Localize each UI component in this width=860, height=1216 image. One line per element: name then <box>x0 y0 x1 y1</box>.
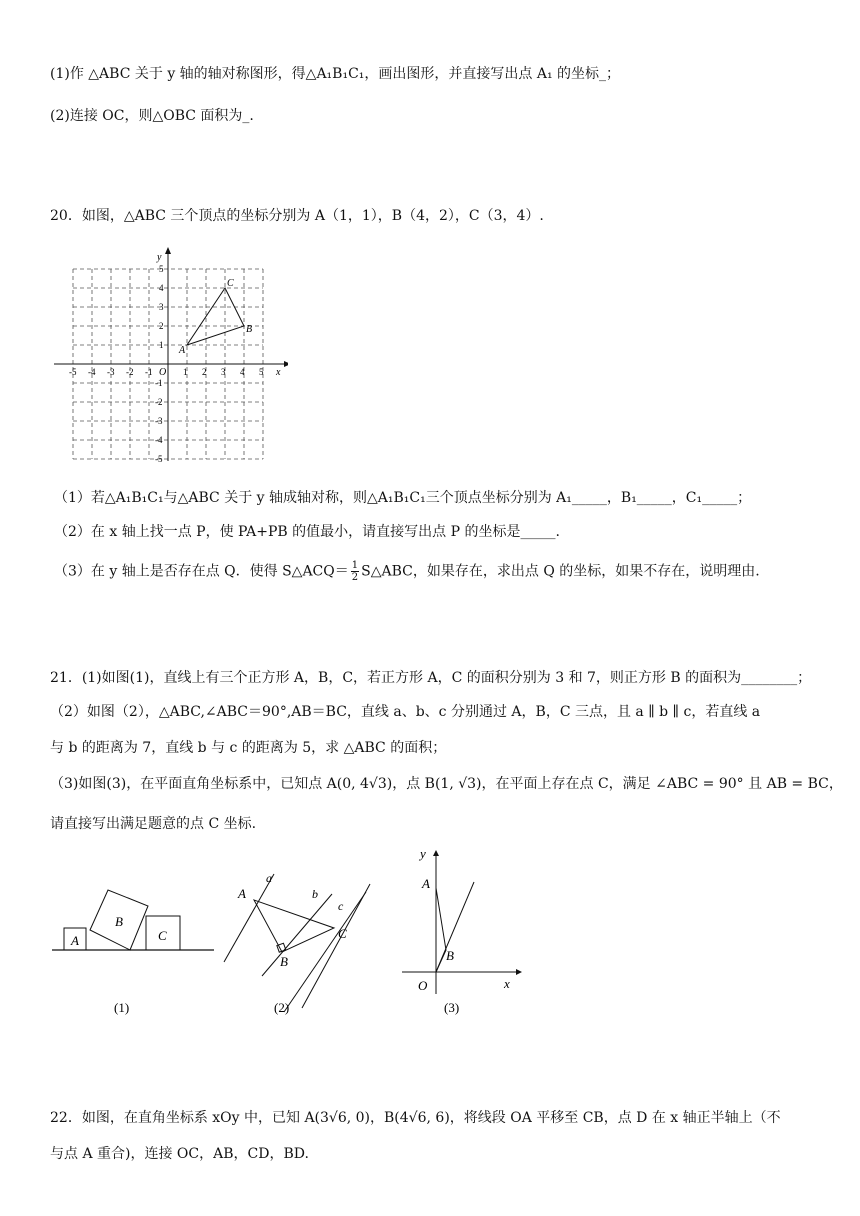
q21-line3: 与 b 的距离为 7，直线 b 与 c 的距离为 5，求 △ABC 的面积； <box>50 740 447 756</box>
y-tick-label: -2 <box>155 397 163 407</box>
q19-part1: (1)作 △ABC 关于 y 轴的轴对称图形，得△A₁B₁C₁，画出图形，并直接写出点 A₁ 的坐标_； <box>50 66 621 82</box>
label-a3: A <box>422 876 430 891</box>
q21-line4: （3)如图(3)，在平面直角坐标系中，已知点 A(0, 4√3)，点 B(1, √3)，在平面上存在点 C，满足 ∠ABC = 90° 且 AB = BC， <box>50 776 843 792</box>
x-arrow <box>516 969 522 975</box>
x-tick-label: -3 <box>107 367 115 377</box>
line-a <box>224 874 274 962</box>
label-b: B <box>115 914 123 929</box>
caption-1: (1) <box>114 1000 130 1015</box>
q20-part3-text-b: S△ABC，如果存在，求出点 Q 的坐标，如果不存在，说明理由. <box>361 563 760 580</box>
y-tick-label: -3 <box>155 416 163 426</box>
q21-figure-3 <box>392 848 532 1028</box>
x-axis-arrow <box>284 361 288 367</box>
x-tick-label: 4 <box>240 367 245 377</box>
caption-2: (2) <box>274 1000 290 1015</box>
q20-coordinate-grid-figure <box>48 236 288 476</box>
y-tick-label: 5 <box>159 264 164 274</box>
vertex-label-b: B <box>246 324 253 335</box>
frac-denominator: 2 <box>351 572 359 583</box>
x-tick-label: 2 <box>202 367 207 377</box>
label-A: A <box>238 886 246 901</box>
q20-part3 <box>54 560 760 583</box>
label-line-b: b <box>312 887 318 901</box>
label-o3: O <box>418 978 428 993</box>
label-c: C <box>158 928 167 943</box>
label-y3: y <box>420 848 426 861</box>
x-tick-label: -1 <box>145 367 153 377</box>
caption-3: (3) <box>444 1000 460 1015</box>
y-tick-label: 4 <box>159 283 164 293</box>
q21-line2: （2）如图（2），△ABC,∠ABC＝90°,AB＝BC，直线 a、b、c 分别通过 A，B，C 三点，且 a ∥ b ∥ c，若直线 a <box>50 704 761 720</box>
label-C: C <box>338 926 347 941</box>
q20-part3-text-a: （3）在 y 轴上是否存在点 Q．使得 S△ACQ＝ <box>54 563 349 580</box>
line-c <box>284 892 366 1012</box>
y-tick-label: 3 <box>159 302 164 312</box>
q21-figure-1 <box>48 848 218 1028</box>
label-line-a: a <box>266 871 272 885</box>
line-c-outer <box>302 884 370 1008</box>
label-line-c: c <box>338 899 344 913</box>
y-tick-label: -4 <box>155 435 163 445</box>
frac-numerator: 1 <box>351 560 359 571</box>
q22-line2: 与点 A 重合)，连接 OC，AB，CD，BD. <box>50 1146 309 1162</box>
vertex-label-c: C <box>227 278 234 289</box>
x-tick-label: 5 <box>259 367 264 377</box>
x-tick-label: -5 <box>69 367 77 377</box>
label-b3: B <box>446 948 454 963</box>
triangle-abc <box>187 288 244 345</box>
y-tick-label: 2 <box>159 321 164 331</box>
fraction-one-half <box>351 560 359 583</box>
q20-part2: （2）在 x 轴上找一点 P，使 PA+PB 的值最小，请直接写出点 P 的坐标是_____. <box>54 524 560 540</box>
triangle-abc-2 <box>254 900 334 952</box>
vertex-label-a: A <box>179 345 186 356</box>
y-axis-arrow <box>165 247 171 254</box>
q21-line1: 21．(1)如图(1)，直线上有三个正方形 A，B，C，若正方形 A，C 的面积分别为 3 和 7，则正方形 B 的面积为________； <box>50 670 812 686</box>
x-tick-label: 3 <box>221 367 226 377</box>
x-tick-label: -4 <box>88 367 96 377</box>
q21-line5: 请直接写出满足题意的点 C 坐标. <box>50 816 257 832</box>
origin-label: O <box>159 367 167 378</box>
q21-figure-2 <box>222 848 392 1028</box>
axes <box>54 247 288 461</box>
x-axis-label: x <box>276 367 281 378</box>
label-x3: x <box>504 976 510 991</box>
q22-line1: 22．如图，在直角坐标系 xOy 中，已知 A(3√6, 0)，B(4√6, 6)，将线段 OA 平移至 CB，点 D 在 x 轴正半轴上（不 <box>50 1110 781 1126</box>
y-tick-label: -1 <box>155 378 163 388</box>
y-axis-label: y <box>157 252 162 263</box>
x-tick-label: -2 <box>126 367 134 377</box>
q20-stem: 20．如图，△ABC 三个顶点的坐标分别为 A（1，1），B（4，2），C（3，4）. <box>50 208 544 224</box>
label-B: B <box>280 954 288 969</box>
y-arrow <box>433 850 439 856</box>
y-tick-label: -5 <box>155 454 163 464</box>
q19-part2: (2)连接 OC，则△OBC 面积为_. <box>50 108 254 124</box>
label-a: A <box>71 933 79 948</box>
q20-part1: （1）若△A₁B₁C₁与△ABC 关于 y 轴成轴对称，则△A₁B₁C₁三个顶点坐标分别为 A₁_____，B₁_____，C₁_____； <box>54 490 752 506</box>
y-tick-label: 1 <box>159 340 164 350</box>
x-tick-label: 1 <box>183 367 188 377</box>
